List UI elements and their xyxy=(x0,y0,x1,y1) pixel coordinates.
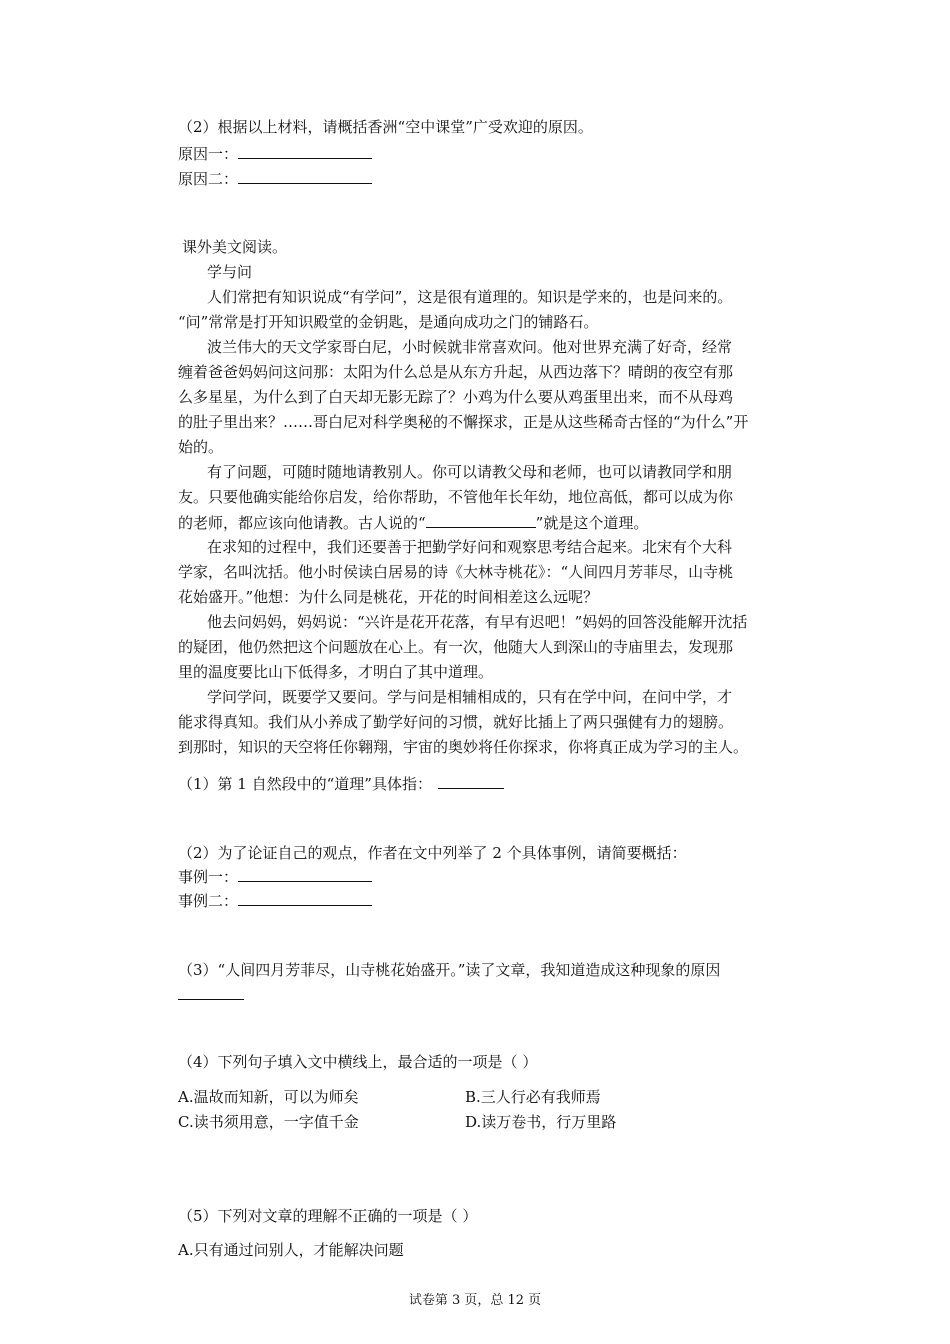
paragraph-4-line: 在求知的过程中，我们还要善于把勤学好问和观察思考结合起来。北宋有个大科 xyxy=(207,538,733,556)
question-2-prompt: （2）根据以上材料，请概括香洲“空中课堂”广受欢迎的原因。 xyxy=(178,118,593,136)
page-footer: 试卷第 3 页，总 12 页 xyxy=(408,1293,542,1308)
paragraph-6-line: 学问学问，既要学又要问。学与问是相辅相成的，只有在学中问，在问中学，才 xyxy=(207,688,733,706)
reason-2 xyxy=(178,168,372,189)
example-1-blank[interactable] xyxy=(238,866,372,882)
paragraph-2-line: 缠着爸爸妈妈问这问那：太阳为什么总是从东方升起，从西边落下？晴朗的夜空有那 xyxy=(178,363,734,381)
question-1-blank[interactable] xyxy=(438,773,504,789)
question-1 xyxy=(178,773,504,794)
paragraph-1-line: “问”常常是打开知识殿堂的金钥匙，是通向成功之门的铺路石。 xyxy=(178,313,599,331)
reason-2-label: 原因二： xyxy=(178,170,239,188)
question-4-text: （4）下列句子填入文中横线上，最合适的一项是（ ） xyxy=(178,1053,538,1071)
paragraph-5-line: 里的温度要比山下低得多，才明白了其中道理。 xyxy=(178,663,494,681)
reason-2-blank[interactable] xyxy=(238,168,372,184)
example-2-blank[interactable] xyxy=(238,890,372,906)
paragraph-1-line: 人们常把有知识说成“有学问”，这是很有道理的。知识是学来的，也是问来的。 xyxy=(207,288,733,306)
paragraph-3-line: 有了问题，可随时随地请教别人。你可以请教父母和老师，也可以请教同学和朋 xyxy=(207,463,733,481)
reason-1 xyxy=(178,143,372,164)
paragraph-6-line: 能求得真知。我们从小养成了勤学好问的习惯，就好比插上了两只强健有力的翅膀。 xyxy=(178,713,734,731)
example-1 xyxy=(178,866,372,887)
example-2-label: 事例二： xyxy=(178,892,239,910)
paragraph-2-line: 么多星星，为什么到了白天却无影无踪了？小鸡为什么要从鸡蛋里出来，而不从母鸡 xyxy=(178,388,734,406)
question-1-text: （1）第 1 自然段中的“道理”具体指： xyxy=(178,775,432,793)
question-3-answer xyxy=(178,984,244,1005)
reason-1-label: 原因一： xyxy=(178,145,239,163)
paragraph-5-line: 的疑团，他仍然把这个问题放在心上。有一次，他随大人到深山的寺庙里去，发现那 xyxy=(178,638,734,656)
option-a[interactable]: A.温故而知新，可以为师矣 xyxy=(178,1088,359,1106)
paragraph-2-line: 的肚子里出来？……哥白尼对科学奥秘的不懈探求，正是从这些稀奇古怪的“为什么”开 xyxy=(178,413,749,431)
reason-1-blank[interactable] xyxy=(238,143,372,159)
paragraph-3-line: 友。只要他确实能给你启发，给你帮助，不管他年长年幼，地位高低，都可以成为你 xyxy=(178,488,734,506)
paragraph-2-line: 始的。 xyxy=(178,438,224,456)
question-3-text: （3）“人间四月芳菲尽，山寺桃花始盛开。”读了文章，我知道造成这种现象的原因 xyxy=(178,961,721,979)
paragraph-4-line: 花始盛开。”他想：为什么同是桃花，开花的时间相差这么远呢？ xyxy=(178,588,599,606)
paragraph-4-line: 学家，名叫沈括。他小时侯读白居易的诗《大林寺桃花》：“人间四月芳菲尽，山寺桃 xyxy=(178,563,734,581)
question-2-text: （2）为了论证自己的观点，作者在文中列举了 2 个具体事例，请简要概括： xyxy=(178,844,687,862)
option-b[interactable]: B.三人行必有我师焉 xyxy=(465,1088,601,1106)
paragraph-2-line: 波兰伟大的天文学家哥白尼，小时候就非常喜欢问。他对世界充满了好奇，经常 xyxy=(207,338,733,356)
option-d[interactable]: D.读万卷书，行万里路 xyxy=(465,1113,617,1131)
article-fill-blank[interactable] xyxy=(426,512,536,528)
question-5-option-a[interactable]: A.只有通过问别人，才能解决问题 xyxy=(178,1241,404,1259)
paragraph-6-line: 到那时，知识的天空将任你翱翔，宇宙的奥妙将任你探求，你将真正成为学习的主人。 xyxy=(178,738,749,756)
paragraph-3-text-after: ”就是这个道理。 xyxy=(535,514,649,532)
paragraph-5-line: 他去问妈妈，妈妈说：“兴许是花开花落，有早有迟吧！”妈妈的回答没能解开沈括 xyxy=(207,613,748,631)
question-5-text: （5）下列对文章的理解不正确的一项是（ ） xyxy=(178,1207,478,1225)
reading-intro: 课外美文阅读。 xyxy=(182,238,288,256)
article-title: 学与问 xyxy=(207,263,253,281)
option-c[interactable]: C.读书须用意，一字值千金 xyxy=(178,1113,359,1131)
paragraph-3-line-with-blank xyxy=(178,512,648,533)
paragraph-3-text-before: 的老师，都应该向他请教。古人说的“ xyxy=(178,514,426,532)
example-1-label: 事例一： xyxy=(178,868,239,886)
example-2 xyxy=(178,890,372,911)
question-3-blank[interactable] xyxy=(178,984,244,1000)
